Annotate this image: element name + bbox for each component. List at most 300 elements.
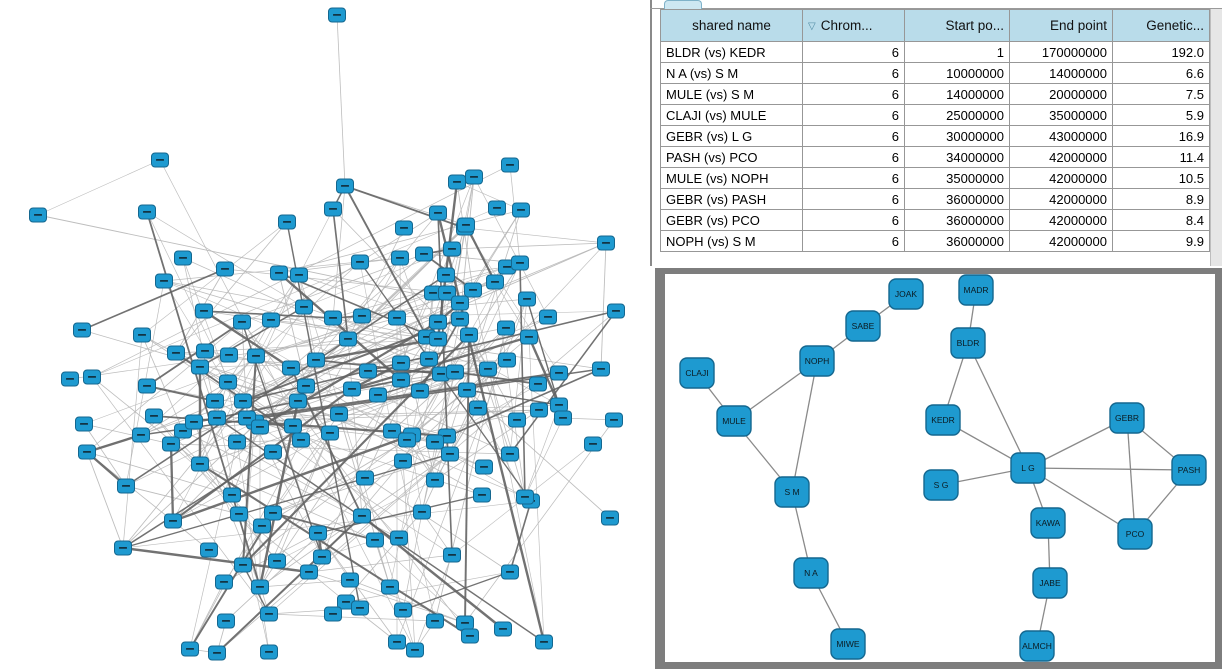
- network-node[interactable]: [186, 415, 203, 429]
- network-node[interactable]: [517, 490, 534, 504]
- network-node[interactable]: [498, 321, 515, 335]
- table-row[interactable]: [661, 147, 1210, 168]
- network-node[interactable]: [337, 179, 354, 193]
- table-cell[interactable]: 6: [803, 210, 905, 231]
- table-cell[interactable]: N A (vs) S M: [661, 63, 803, 84]
- table-cell[interactable]: 20000000: [1010, 84, 1113, 105]
- network-node[interactable]: [293, 433, 310, 447]
- network-node[interactable]: [168, 346, 185, 360]
- network-node[interactable]: [680, 358, 714, 388]
- network-node[interactable]: [396, 221, 413, 235]
- network-node[interactable]: [444, 242, 461, 256]
- table-cell[interactable]: 8.9: [1113, 189, 1210, 210]
- network-node[interactable]: [209, 646, 226, 660]
- network-node[interactable]: [430, 315, 447, 329]
- network-node[interactable]: [427, 614, 444, 628]
- network-node[interactable]: [314, 550, 331, 564]
- network-node[interactable]: [234, 315, 251, 329]
- table-row[interactable]: [661, 105, 1210, 126]
- table-cell[interactable]: 42000000: [1010, 210, 1113, 231]
- network-node[interactable]: [354, 509, 371, 523]
- table-cell[interactable]: MULE (vs) S M: [661, 84, 803, 105]
- table-row[interactable]: [661, 63, 1210, 84]
- table-cell[interactable]: 8.4: [1113, 210, 1210, 231]
- node-label: [258, 525, 266, 527]
- network-node[interactable]: [252, 580, 269, 594]
- network-node[interactable]: [555, 411, 572, 425]
- overview-network-panel[interactable]: [655, 268, 1222, 669]
- network-node[interactable]: [30, 208, 47, 222]
- network-node[interactable]: [951, 328, 985, 358]
- network-node[interactable]: [513, 203, 530, 217]
- node-label: [513, 419, 521, 421]
- network-node[interactable]: [252, 420, 269, 434]
- network-node[interactable]: [139, 205, 156, 219]
- network-node[interactable]: [831, 629, 865, 659]
- network-node[interactable]: [1033, 568, 1067, 598]
- network-node[interactable]: [421, 352, 438, 366]
- network-node[interactable]: [509, 413, 526, 427]
- node-label: MULE: [722, 416, 746, 426]
- column-header-genetic[interactable]: Genetic...: [1113, 10, 1210, 42]
- node-label: [484, 368, 492, 370]
- table-cell[interactable]: 43000000: [1010, 126, 1113, 147]
- table-cell[interactable]: 36000000: [905, 189, 1010, 210]
- table-row[interactable]: [661, 126, 1210, 147]
- node-label: [589, 443, 597, 445]
- panel-splitter[interactable]: [650, 0, 652, 266]
- network-node[interactable]: [283, 361, 300, 375]
- node-label: [503, 359, 511, 361]
- network-node[interactable]: [551, 398, 568, 412]
- network-node[interactable]: [593, 362, 610, 376]
- node-label: [196, 463, 204, 465]
- network-node[interactable]: [444, 548, 461, 562]
- node-label: [243, 417, 251, 419]
- network-node[interactable]: [959, 275, 993, 305]
- node-label: [374, 394, 382, 396]
- network-node[interactable]: [775, 477, 809, 507]
- network-node[interactable]: [220, 375, 237, 389]
- network-node[interactable]: [459, 383, 476, 397]
- table-cell[interactable]: 42000000: [1010, 231, 1113, 252]
- network-node[interactable]: [139, 379, 156, 393]
- table-cell[interactable]: 6: [803, 42, 905, 63]
- table-cell[interactable]: 36000000: [905, 210, 1010, 231]
- network-node[interactable]: [474, 488, 491, 502]
- network-node[interactable]: [499, 353, 516, 367]
- node-label: [469, 289, 477, 291]
- table-cell[interactable]: 10000000: [905, 63, 1010, 84]
- table-cell[interactable]: 6: [803, 147, 905, 168]
- network-node[interactable]: [430, 206, 447, 220]
- network-node[interactable]: [196, 304, 213, 318]
- table-cell[interactable]: 6: [803, 231, 905, 252]
- network-node[interactable]: [207, 394, 224, 408]
- table-cell[interactable]: 1: [905, 42, 1010, 63]
- node-label: [461, 622, 469, 624]
- table-tab[interactable]: [664, 0, 702, 9]
- network-node[interactable]: [344, 382, 361, 396]
- network-node[interactable]: [229, 435, 246, 449]
- table-cell[interactable]: 170000000: [1010, 42, 1113, 63]
- node-label: PASH: [1177, 465, 1201, 475]
- network-node[interactable]: [598, 236, 615, 250]
- table-row[interactable]: [661, 42, 1210, 63]
- network-node[interactable]: [192, 360, 209, 374]
- table-cell[interactable]: 35000000: [905, 168, 1010, 189]
- network-node[interactable]: [389, 311, 406, 325]
- network-node[interactable]: [182, 642, 199, 656]
- table-cell[interactable]: 34000000: [905, 147, 1010, 168]
- network-node[interactable]: [352, 601, 369, 615]
- network-node[interactable]: [209, 411, 226, 425]
- network-node[interactable]: [118, 479, 135, 493]
- network-node[interactable]: [254, 519, 271, 533]
- table-cell[interactable]: 7.5: [1113, 84, 1210, 105]
- network-node[interactable]: [291, 268, 308, 282]
- network-node[interactable]: [414, 505, 431, 519]
- network-edge: [465, 228, 606, 243]
- table-row[interactable]: [661, 231, 1210, 252]
- table-cell[interactable]: 25000000: [905, 105, 1010, 126]
- network-node[interactable]: [308, 353, 325, 367]
- network-node[interactable]: [452, 312, 469, 326]
- table-cell[interactable]: MULE (vs) NOPH: [661, 168, 803, 189]
- network-node[interactable]: [466, 170, 483, 184]
- node-label: [225, 354, 233, 356]
- table-cell[interactable]: 42000000: [1010, 189, 1113, 210]
- node-label: [179, 430, 187, 432]
- table-cell[interactable]: 6: [803, 126, 905, 147]
- network-node[interactable]: [352, 255, 369, 269]
- network-node[interactable]: [235, 394, 252, 408]
- table-cell[interactable]: NOPH (vs) S M: [661, 231, 803, 252]
- node-label: [329, 317, 337, 319]
- node-label: [456, 302, 464, 304]
- network-node[interactable]: [389, 635, 406, 649]
- network-node[interactable]: [216, 575, 233, 589]
- table-cell[interactable]: 11.4: [1113, 147, 1210, 168]
- node-label: [448, 554, 456, 556]
- table-cell[interactable]: 36000000: [905, 231, 1010, 252]
- network-node[interactable]: [480, 362, 497, 376]
- table-row[interactable]: [661, 189, 1210, 210]
- node-label: [364, 370, 372, 372]
- network-node[interactable]: [115, 541, 132, 555]
- network-node[interactable]: [298, 379, 315, 393]
- network-node[interactable]: [221, 348, 238, 362]
- network-node[interactable]: [197, 344, 214, 358]
- network-node[interactable]: [452, 296, 469, 310]
- node-label: [143, 385, 151, 387]
- node-label: [356, 607, 364, 609]
- network-node[interactable]: [285, 419, 302, 433]
- network-node[interactable]: [438, 268, 455, 282]
- table-cell[interactable]: 16.9: [1113, 126, 1210, 147]
- table-cell[interactable]: GEBR (vs) L G: [661, 126, 803, 147]
- network-node[interactable]: [465, 283, 482, 297]
- node-label: [341, 185, 349, 187]
- network-node[interactable]: [399, 433, 416, 447]
- network-node[interactable]: [530, 377, 547, 391]
- node-label: [160, 280, 168, 282]
- network-node[interactable]: [279, 215, 296, 229]
- network-node[interactable]: [261, 607, 278, 621]
- network-node[interactable]: [133, 428, 150, 442]
- table-cell[interactable]: 42000000: [1010, 168, 1113, 189]
- network-node[interactable]: [384, 424, 401, 438]
- node-label: [267, 319, 275, 321]
- table-cell[interactable]: 6: [803, 168, 905, 189]
- node-label: [474, 407, 482, 409]
- network-node[interactable]: [794, 558, 828, 588]
- network-node[interactable]: [265, 445, 282, 459]
- node-label: S M: [784, 487, 800, 497]
- network-node[interactable]: [310, 526, 327, 540]
- table-cell[interactable]: GEBR (vs) PASH: [661, 189, 803, 210]
- network-node[interactable]: [846, 311, 880, 341]
- network-node[interactable]: [393, 356, 410, 370]
- node-label: [610, 419, 618, 421]
- network-node[interactable]: [165, 514, 182, 528]
- table-row[interactable]: [661, 210, 1210, 231]
- table-cell[interactable]: PASH (vs) PCO: [661, 147, 803, 168]
- table-cell[interactable]: 6: [803, 84, 905, 105]
- network-node[interactable]: [502, 447, 519, 461]
- column-header-chrom[interactable]: ▽ Chrom...: [803, 10, 905, 42]
- table-cell[interactable]: 10.5: [1113, 168, 1210, 189]
- table-row[interactable]: [661, 168, 1210, 189]
- network-node[interactable]: [502, 158, 519, 172]
- table-cell[interactable]: CLAJI (vs) MULE: [661, 105, 803, 126]
- network-edge: [525, 405, 559, 497]
- network-node[interactable]: [325, 607, 342, 621]
- network-node[interactable]: [476, 460, 493, 474]
- node-label: [224, 381, 232, 383]
- network-node[interactable]: [512, 256, 529, 270]
- network-node[interactable]: [271, 266, 288, 280]
- table-cell[interactable]: 6: [803, 189, 905, 210]
- network-node[interactable]: [146, 409, 163, 423]
- network-node[interactable]: [248, 349, 265, 363]
- network-edge: [1028, 468, 1189, 470]
- network-node[interactable]: [261, 645, 278, 659]
- node-label: [456, 318, 464, 320]
- network-node[interactable]: [231, 507, 248, 521]
- network-node[interactable]: [192, 457, 209, 471]
- network-node[interactable]: [926, 405, 960, 435]
- table-cell[interactable]: BLDR (vs) KEDR: [661, 42, 803, 63]
- node-label: [358, 515, 366, 517]
- network-node[interactable]: [585, 437, 602, 451]
- network-node[interactable]: [79, 445, 96, 459]
- table-cell[interactable]: 6.6: [1113, 63, 1210, 84]
- column-header-sharedname[interactable]: shared name: [661, 10, 803, 42]
- network-node[interactable]: [889, 279, 923, 309]
- network-node[interactable]: [521, 330, 538, 344]
- network-node[interactable]: [156, 274, 173, 288]
- filter-icon[interactable]: ▽: [808, 21, 816, 32]
- table-cell[interactable]: 6: [803, 63, 905, 84]
- network-node[interactable]: [152, 153, 169, 167]
- network-node[interactable]: [62, 372, 79, 386]
- network-node[interactable]: [1110, 403, 1144, 433]
- overview-network-canvas[interactable]: [665, 274, 1215, 662]
- column-header-startpo[interactable]: Start po...: [905, 10, 1010, 42]
- node-label: [283, 221, 291, 223]
- network-node[interactable]: [76, 417, 93, 431]
- network-node[interactable]: [519, 292, 536, 306]
- network-node[interactable]: [325, 311, 342, 325]
- node-label: [78, 329, 86, 331]
- network-node[interactable]: [382, 580, 399, 594]
- network-node[interactable]: [175, 251, 192, 265]
- table-cell[interactable]: 9.9: [1113, 231, 1210, 252]
- network-node[interactable]: [536, 635, 553, 649]
- table-cell[interactable]: GEBR (vs) PCO: [661, 210, 803, 231]
- network-node[interactable]: [540, 310, 557, 324]
- network-node[interactable]: [462, 629, 479, 643]
- network-node[interactable]: [449, 175, 466, 189]
- network-node[interactable]: [531, 403, 548, 417]
- network-node[interactable]: [391, 531, 408, 545]
- network-node[interactable]: [395, 603, 412, 617]
- table-cell[interactable]: 14000000: [905, 84, 1010, 105]
- network-node[interactable]: [1118, 519, 1152, 549]
- table-cell[interactable]: 30000000: [905, 126, 1010, 147]
- node-label: [256, 586, 264, 588]
- table-cell[interactable]: 5.9: [1113, 105, 1210, 126]
- network-node[interactable]: [354, 309, 371, 323]
- node-label: [465, 334, 473, 336]
- network-node[interactable]: [1031, 508, 1065, 538]
- node-label: BLDR: [956, 338, 980, 348]
- network-node[interactable]: [1172, 455, 1206, 485]
- network-node[interactable]: [427, 473, 444, 487]
- node-label: [239, 400, 247, 402]
- node-label: [403, 439, 411, 441]
- network-node[interactable]: [606, 413, 623, 427]
- network-node[interactable]: [393, 373, 410, 387]
- network-node[interactable]: [457, 616, 474, 630]
- network-node[interactable]: [360, 364, 377, 378]
- node-label: [443, 292, 451, 294]
- network-node[interactable]: [608, 304, 625, 318]
- table-row[interactable]: [661, 84, 1210, 105]
- network-node[interactable]: [84, 370, 101, 384]
- network-node[interactable]: [416, 247, 433, 261]
- network-node[interactable]: [458, 218, 475, 232]
- node-label: SABE: [851, 321, 875, 331]
- network-node[interactable]: [924, 470, 958, 500]
- node-label: GEBR: [1114, 413, 1140, 423]
- table-cell[interactable]: 14000000: [1010, 63, 1113, 84]
- network-node[interactable]: [447, 365, 464, 379]
- network-node[interactable]: [201, 543, 218, 557]
- node-label: [597, 368, 605, 370]
- node-label: [555, 404, 563, 406]
- table-cell[interactable]: 42000000: [1010, 147, 1113, 168]
- column-header-endpoint[interactable]: End point: [1010, 10, 1113, 42]
- network-edge: [397, 299, 527, 642]
- node-label: MIWE: [836, 639, 860, 649]
- network-node[interactable]: [412, 384, 429, 398]
- network-node[interactable]: [407, 643, 424, 657]
- node-label: [83, 451, 91, 453]
- network-node[interactable]: [163, 437, 180, 451]
- network-edge: [601, 243, 606, 369]
- network-node[interactable]: [322, 426, 339, 440]
- network-node[interactable]: [392, 251, 409, 265]
- network-node[interactable]: [331, 407, 348, 421]
- table-scrollbar[interactable]: [1210, 9, 1222, 266]
- network-node[interactable]: [357, 471, 374, 485]
- network-node[interactable]: [269, 554, 286, 568]
- network-node[interactable]: [329, 8, 346, 22]
- network-node[interactable]: [367, 533, 384, 547]
- node-label: [314, 532, 322, 534]
- network-node[interactable]: [134, 328, 151, 342]
- network-node[interactable]: [218, 614, 235, 628]
- network-node[interactable]: [235, 558, 252, 572]
- network-node[interactable]: [717, 406, 751, 436]
- network-node[interactable]: [217, 262, 234, 276]
- network-node[interactable]: [325, 202, 342, 216]
- network-node[interactable]: [340, 332, 357, 346]
- node-label: [431, 441, 439, 443]
- node-label: ALMCH: [1022, 641, 1052, 651]
- table-cell[interactable]: 192.0: [1113, 42, 1210, 63]
- network-node[interactable]: [224, 488, 241, 502]
- network-node[interactable]: [487, 275, 504, 289]
- network-node[interactable]: [296, 300, 313, 314]
- node-label: [169, 520, 177, 522]
- network-node[interactable]: [442, 447, 459, 461]
- network-node[interactable]: [461, 328, 478, 342]
- network-node[interactable]: [502, 565, 519, 579]
- network-node[interactable]: [370, 388, 387, 402]
- network-node[interactable]: [342, 573, 359, 587]
- network-node[interactable]: [489, 201, 506, 215]
- node-label: [221, 268, 229, 270]
- node-label: [329, 613, 337, 615]
- network-node[interactable]: [395, 454, 412, 468]
- node-label: [335, 413, 343, 415]
- node-label: [434, 321, 442, 323]
- network-node[interactable]: [470, 401, 487, 415]
- network-node[interactable]: [1011, 453, 1045, 483]
- network-node[interactable]: [800, 346, 834, 376]
- network-node[interactable]: [427, 435, 444, 449]
- table-cell[interactable]: 35000000: [1010, 105, 1113, 126]
- network-node[interactable]: [74, 323, 91, 337]
- node-label: [80, 423, 88, 425]
- network-node[interactable]: [495, 622, 512, 636]
- network-node[interactable]: [265, 506, 282, 520]
- network-node[interactable]: [430, 332, 447, 346]
- network-node[interactable]: [290, 394, 307, 408]
- network-node[interactable]: [551, 366, 568, 380]
- network-node[interactable]: [602, 511, 619, 525]
- network-node[interactable]: [1020, 631, 1054, 661]
- edge-attribute-table[interactable]: [660, 9, 1210, 252]
- node-label: [295, 274, 303, 276]
- network-node[interactable]: [301, 565, 318, 579]
- table-cell[interactable]: 6: [803, 105, 905, 126]
- network-node[interactable]: [263, 313, 280, 327]
- node-label: [399, 460, 407, 462]
